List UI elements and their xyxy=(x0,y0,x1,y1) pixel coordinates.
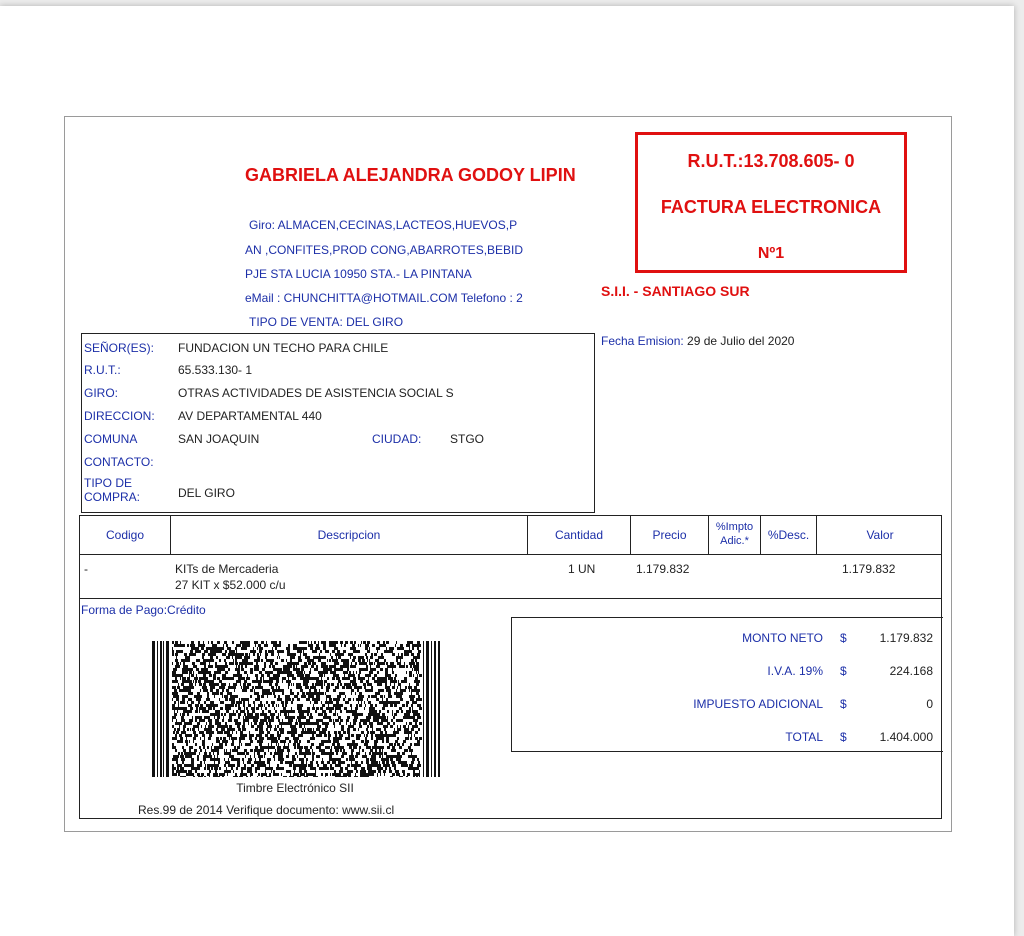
issuer-giro-continued: AN ,CONFITES,PROD CONG,ABARROTES,BEBID xyxy=(245,243,524,257)
header-codigo: Codigo xyxy=(105,528,145,542)
iva-label: I.V.A. 19% xyxy=(767,664,823,678)
client-comuna-label: COMUNA xyxy=(84,432,138,446)
iva-value: 224.168 xyxy=(889,664,933,678)
header-desc: %Desc. xyxy=(767,528,810,542)
items-table xyxy=(79,515,942,599)
currency-symbol: $ xyxy=(840,730,847,744)
header-impto-line1: %Impto xyxy=(715,521,754,533)
client-giro-label: GIRO: xyxy=(84,386,119,400)
adicional-value: 0 xyxy=(926,697,933,711)
sii-office: S.I.I. - SANTIAGO SUR xyxy=(601,283,750,299)
client-contacto-label: CONTACTO: xyxy=(84,455,154,469)
neto-label: MONTO NETO xyxy=(742,631,823,645)
client-direccion-label: DIRECCION: xyxy=(84,409,155,423)
currency-symbol: $ xyxy=(840,664,847,678)
total-label: TOTAL xyxy=(785,730,823,744)
issuer-contact: eMail : CHUNCHITTA@HOTMAIL.COM Telefono : 2 xyxy=(245,291,523,305)
header-descripcion: Descripcion xyxy=(317,528,381,542)
row-valor: 1.179.832 xyxy=(842,562,896,576)
header-cantidad: Cantidad xyxy=(554,528,604,542)
client-rut: 65.533.130- 1 xyxy=(178,363,253,377)
client-giro: OTRAS ACTIVIDADES DE ASISTENCIA SOCIAL S xyxy=(178,386,454,400)
neto-value: 1.179.832 xyxy=(879,631,933,645)
payment-and-totals xyxy=(79,599,942,819)
stamp-label: Timbre Electrónico SII xyxy=(236,781,354,795)
table-header-divider xyxy=(80,554,941,555)
client-ciudad-label: CIUDAD: xyxy=(372,432,422,446)
client-tipo-compra: DEL GIRO xyxy=(178,486,235,500)
row-codigo: - xyxy=(84,562,88,576)
document-number: Nº1 xyxy=(757,245,785,262)
emission-date-value: 29 de Julio del 2020 xyxy=(687,334,795,348)
document-type: FACTURA ELECTRONICA xyxy=(660,197,882,217)
totals-box xyxy=(511,617,943,752)
emission-date-label: Fecha Emision: xyxy=(601,334,684,348)
document-id-box xyxy=(635,132,907,273)
client-box xyxy=(81,333,595,513)
stamp-resolution: Res.99 de 2014 Verifique documento: www.sii.cl xyxy=(138,803,395,817)
issuer-address: PJE STA LUCIA 10950 STA.- LA PINTANA xyxy=(245,267,472,281)
row-descripcion: KITs de Mercaderia xyxy=(175,562,279,576)
client-senor-label: SEÑOR(ES): xyxy=(84,341,155,355)
document-page xyxy=(0,6,1014,936)
row-cantidad: 1 UN xyxy=(568,562,596,576)
client-comuna: SAN JOAQUIN xyxy=(178,432,260,446)
adicional-label: IMPUESTO ADICIONAL xyxy=(693,697,823,711)
header-impto-line2: Adic.* xyxy=(720,535,749,547)
row-precio: 1.179.832 xyxy=(636,562,690,576)
client-tipo-compra-label-line1: TIPO DE xyxy=(84,476,133,490)
payment-method: Forma de Pago:Crédito xyxy=(81,603,206,617)
currency-symbol: $ xyxy=(840,631,847,645)
header-impto xyxy=(709,516,760,554)
header-precio: Precio xyxy=(652,528,687,542)
header-valor: Valor xyxy=(866,528,894,542)
total-value: 1.404.000 xyxy=(879,730,933,744)
invoice-frame xyxy=(64,116,952,832)
row-descripcion-detail: 27 KIT x $52.000 c/u xyxy=(175,578,286,592)
issuer-name: GABRIELA ALEJANDRA GODOY LIPIN xyxy=(245,165,576,185)
issuer-giro: Giro: ALMACEN,CECINAS,LACTEOS,HUEVOS,P xyxy=(249,218,518,232)
emission-date xyxy=(601,334,794,348)
client-rut-label: R.U.T.: xyxy=(84,363,121,377)
client-senor: FUNDACION UN TECHO PARA CHILE xyxy=(178,341,389,355)
electronic-stamp-barcode xyxy=(152,641,440,777)
client-direccion: AV DEPARTAMENTAL 440 xyxy=(178,409,322,423)
currency-symbol: $ xyxy=(840,697,847,711)
issuer-rut: R.U.T.:13.708.605- 0 xyxy=(687,151,855,171)
client-tipo-compra-label xyxy=(84,476,140,504)
issuer-sale-type: TIPO DE VENTA: DEL GIRO xyxy=(249,315,404,329)
client-ciudad: STGO xyxy=(450,432,485,446)
client-tipo-compra-label-line2: COMPRA: xyxy=(84,490,141,504)
